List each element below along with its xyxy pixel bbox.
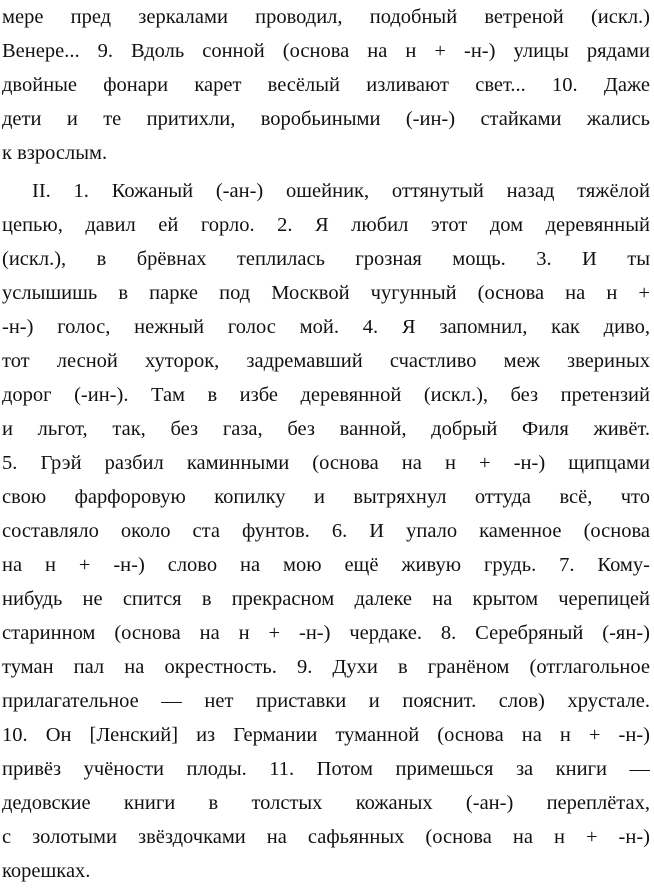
text-line: старинном (основа на н + -н-) чердаке. 8. Серебряный (-ян-) [2,622,650,644]
text-line: Венере... 9. Вдоль сонной (основа на н + -н-) улицы рядами [2,40,650,62]
text-line: корешках. [2,860,91,882]
text-line: с золотыми звёздочками на сафьянных (основа на н + -н-) [2,826,650,848]
text-line: мере пред зеркалами проводил, подобный ветреной (искл.) [2,6,650,28]
text-line: 5. Грэй разбил каминными (основа на н + -н-) щипцами [2,452,650,474]
text-line: цепью, давил ей горло. 2. Я любил этот дом деревянный [2,214,650,236]
text-line: составляло около ста фунтов. 6. И упало каменное (основа [2,520,650,542]
text-line: и льгот, так, без газа, без ванной, добрый Филя живёт. [2,418,650,440]
paragraph-1 [2,0,650,170]
text-line: нибудь не спится в прекрасном далеке на крытом черепицей [2,588,650,610]
text-line: дедовские книги в толстых кожаных (-ан-) переплётах, [2,792,650,814]
document-page [2,0,650,888]
text-line: -н-) голос, нежный голос мой. 4. Я запомнил, как диво, [2,316,650,338]
text-line: дети и те притихли, воробьиными (-ин-) стайками жались [2,108,650,130]
text-line: услышишь в парке под Москвой чугунный (основа на н + [2,282,650,304]
text-line: (искл.), в брёвнах теплилась грозная мощь. 3. И ты [2,248,650,270]
text-line: дорог (-ин-). Там в избе деревянной (искл.), без претензий [2,384,650,406]
paragraph-2 [2,174,650,888]
text-line: к взрослым. [2,142,108,164]
text-line: тот лесной хуторок, задремавший счастливо меж звериных [2,350,650,372]
text-line: прилагательное — нет приставки и пояснит. слов) хрустале. [2,690,650,712]
text-line: двойные фонари карет весёлый изливают свет... 10. Даже [2,74,650,96]
text-line: туман пал на окрестность. 9. Духи в гранёном (отглагольное [2,656,650,678]
text-line: свою фарфоровую копилку и вытряхнул оттуда всё, что [2,486,650,508]
text-line: II. 1. Кожаный (-ан-) ошейник, оттянутый назад тяжёлой [32,180,650,202]
text-line: привёз учёности плоды. 11. Потом примешься за книги — [2,758,650,780]
text-line: 10. Он [Ленский] из Германии туманной (основа на н + -н-) [2,724,650,746]
text-line: на н + -н-) слово на мою ещё живую грудь. 7. Кому- [2,554,650,576]
